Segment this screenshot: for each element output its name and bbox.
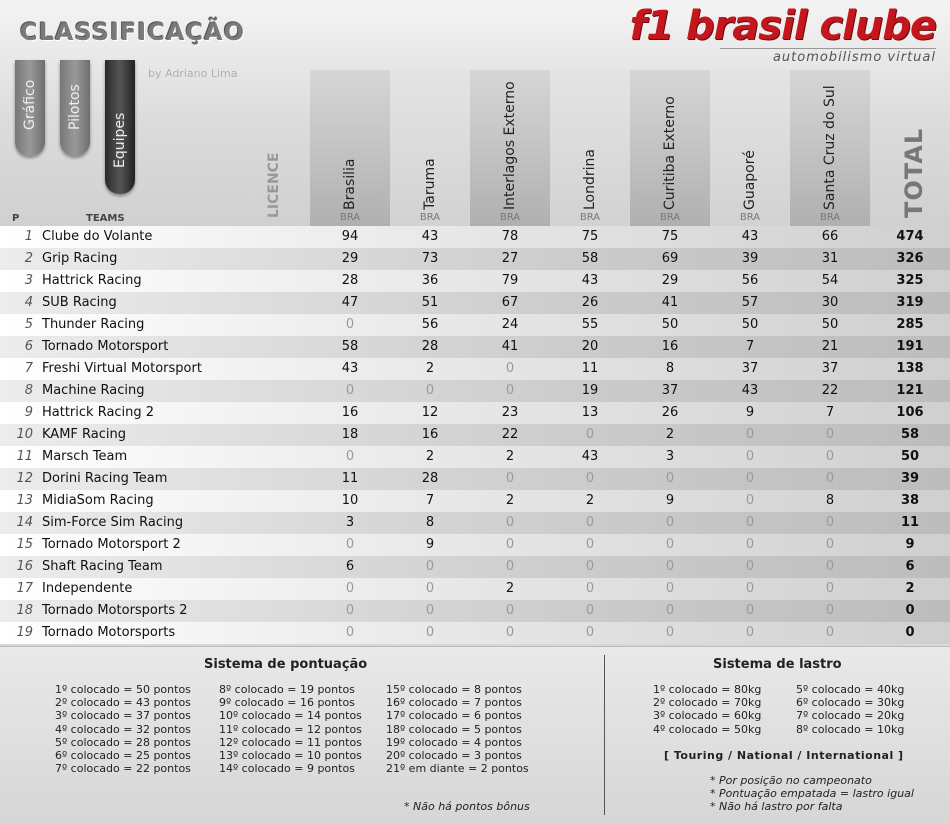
total-cell: 121 — [896, 383, 924, 398]
ballast-col-1 — [653, 683, 761, 736]
track-country-code: BRA — [579, 212, 601, 223]
points-cell: 79 — [501, 273, 519, 288]
points-cell: 0 — [505, 515, 515, 530]
points-cell: 0 — [425, 581, 435, 596]
scoring-col-1 — [55, 683, 191, 775]
table-row — [0, 534, 950, 556]
points-cell: 16 — [341, 405, 359, 420]
total-header: TOTAL — [900, 127, 928, 218]
total-cell: 6 — [905, 559, 915, 574]
team-name-cell: Shaft Racing Team — [42, 559, 163, 574]
points-cell: 6 — [345, 559, 355, 574]
rule-line: 19º colocado = 4 pontos — [386, 735, 522, 749]
points-cell: 50 — [741, 317, 759, 332]
rule-line: 6º colocado = 25 pontos — [55, 749, 191, 763]
position-header: P — [12, 213, 20, 224]
points-cell: 2 — [505, 449, 515, 464]
position-cell: 11 — [16, 449, 33, 464]
points-cell: 0 — [745, 515, 755, 530]
points-cell: 57 — [741, 295, 759, 310]
points-cell: 16 — [421, 427, 439, 442]
rule-line: 4º colocado = 32 pontos — [55, 722, 191, 736]
table-row — [0, 490, 950, 512]
points-cell: 0 — [425, 559, 435, 574]
table-row — [0, 358, 950, 380]
rule-line: 10º colocado = 14 pontos — [219, 709, 362, 723]
total-cell: 9 — [905, 537, 915, 552]
table-row — [0, 424, 950, 446]
scoring-col-2 — [219, 683, 362, 775]
points-cell: 67 — [501, 295, 519, 310]
points-cell: 26 — [661, 405, 679, 420]
points-cell: 56 — [741, 273, 759, 288]
points-cell: 0 — [345, 581, 355, 596]
page-title: CLASSIFICAÇÃO — [20, 18, 246, 46]
total-cell: 50 — [900, 449, 920, 464]
byline: by Adriano Lima — [148, 67, 238, 80]
total-cell: 325 — [896, 273, 924, 288]
points-cell: 0 — [585, 581, 595, 596]
points-cell: 0 — [825, 559, 835, 574]
scoring-note: * Não há pontos bônus — [404, 800, 530, 813]
position-cell: 8 — [24, 383, 33, 398]
tab-grafico-label: Gráfico — [22, 79, 38, 130]
points-cell: 2 — [665, 427, 675, 442]
points-cell: 0 — [425, 383, 435, 398]
points-cell: 31 — [821, 251, 839, 266]
points-cell: 0 — [745, 427, 755, 442]
position-cell: 16 — [16, 559, 33, 574]
points-cell: 0 — [825, 471, 835, 486]
total-cell: 58 — [900, 427, 920, 442]
points-cell: 7 — [425, 493, 435, 508]
points-cell: 27 — [501, 251, 519, 266]
team-name-cell: Freshi Virtual Motorsport — [42, 361, 202, 376]
track-name: Londrina — [582, 149, 598, 210]
position-cell: 10 — [16, 427, 33, 442]
points-cell: 0 — [505, 625, 515, 640]
points-cell: 29 — [661, 273, 679, 288]
table-row — [0, 578, 950, 600]
points-cell: 0 — [745, 493, 755, 508]
points-cell: 0 — [585, 515, 595, 530]
track-country-code: BRA — [419, 212, 441, 223]
rule-line: 5º colocado = 28 pontos — [55, 735, 191, 749]
table-row — [0, 292, 950, 314]
points-cell: 0 — [825, 581, 835, 596]
total-cell: 39 — [900, 471, 920, 486]
points-cell: 21 — [821, 339, 839, 354]
scoring-title: Sistema de pontuação — [204, 657, 368, 672]
team-name-cell: Sim-Force Sim Racing — [42, 515, 184, 530]
team-name-cell: Tornado Motorsport — [42, 339, 169, 354]
position-cell: 13 — [16, 493, 33, 508]
points-cell: 43 — [581, 273, 599, 288]
rule-line: 7º colocado = 22 pontos — [55, 762, 191, 776]
points-cell: 0 — [745, 471, 755, 486]
track-country-code: BRA — [659, 212, 681, 223]
ballast-categories: [ Touring / National / International ] — [664, 749, 904, 762]
points-cell: 28 — [421, 339, 439, 354]
table-row — [0, 556, 950, 578]
points-cell: 0 — [345, 449, 355, 464]
team-name-cell: Machine Racing — [42, 383, 145, 398]
points-cell: 18 — [341, 427, 359, 442]
rule-line: 15º colocado = 8 pontos — [386, 683, 522, 696]
points-cell: 0 — [345, 603, 355, 618]
points-cell: 36 — [421, 273, 439, 288]
team-name-cell: Dorini Racing Team — [42, 471, 168, 486]
points-cell: 7 — [825, 405, 835, 420]
points-cell: 47 — [341, 295, 359, 310]
total-cell: 106 — [896, 405, 924, 420]
points-cell: 0 — [665, 515, 675, 530]
table-row — [0, 446, 950, 468]
points-cell: 0 — [665, 625, 675, 640]
points-cell: 2 — [585, 493, 595, 508]
brand-subtitle: automobilismo virtual — [720, 48, 936, 65]
rule-line: 3º colocado = 60kg — [653, 709, 762, 723]
team-name-cell: Tornado Motorsport 2 — [42, 537, 181, 552]
team-name-cell: Clube do Volante — [42, 229, 153, 244]
points-cell: 0 — [585, 603, 595, 618]
points-cell: 43 — [341, 361, 359, 376]
rule-line: 17º colocado = 6 pontos — [386, 709, 522, 723]
points-cell: 39 — [741, 251, 759, 266]
points-cell: 28 — [341, 273, 359, 288]
rule-line: 8º colocado = 10kg — [796, 722, 905, 736]
track-name: Santa Cruz do Sul — [822, 85, 838, 210]
ballast-col-2 — [796, 683, 904, 736]
points-cell: 0 — [585, 471, 595, 486]
team-name-cell: Marsch Team — [42, 449, 128, 464]
rule-line: 1º colocado = 80kg — [653, 683, 762, 696]
points-cell: 69 — [661, 251, 679, 266]
points-cell: 11 — [341, 471, 359, 486]
points-cell: 8 — [665, 361, 675, 376]
rule-line: 20º colocado = 3 pontos — [386, 749, 522, 763]
team-name-cell: Grip Racing — [42, 251, 118, 266]
track-country-code: BRA — [739, 212, 761, 223]
rule-line: 11º colocado = 12 pontos — [219, 722, 362, 736]
position-cell: 18 — [16, 603, 33, 618]
points-cell: 0 — [345, 383, 355, 398]
track-name: Taruma — [422, 158, 438, 210]
rule-line: * Pontuação empatada = lastro igual — [710, 787, 914, 800]
ballast-title: Sistema de lastro — [713, 657, 842, 672]
points-cell: 94 — [341, 229, 359, 244]
rule-line: 18º colocado = 5 pontos — [386, 722, 522, 736]
points-cell: 26 — [581, 295, 599, 310]
points-cell: 0 — [745, 603, 755, 618]
points-cell: 8 — [425, 515, 435, 530]
points-cell: 0 — [825, 603, 835, 618]
track-country-code: BRA — [339, 212, 361, 223]
table-row — [0, 270, 950, 292]
points-cell: 0 — [505, 603, 515, 618]
points-cell: 0 — [825, 515, 835, 530]
table-row — [0, 468, 950, 490]
position-cell: 9 — [24, 405, 33, 420]
position-cell: 3 — [24, 273, 33, 288]
points-cell: 9 — [665, 493, 675, 508]
points-cell: 2 — [505, 581, 515, 596]
table-row — [0, 600, 950, 622]
points-cell: 19 — [581, 383, 599, 398]
points-cell: 56 — [421, 317, 439, 332]
points-cell: 0 — [665, 537, 675, 552]
table-row — [0, 622, 950, 644]
rule-line: 2º colocado = 70kg — [653, 696, 762, 710]
position-cell: 2 — [24, 251, 33, 266]
points-cell: 37 — [661, 383, 679, 398]
points-cell: 9 — [745, 405, 755, 420]
track-name: Brasilia — [342, 158, 358, 210]
points-cell: 0 — [665, 581, 675, 596]
team-name-cell: KAMF Racing — [42, 427, 126, 442]
team-name-cell: Tornado Motorsports — [42, 625, 176, 640]
total-cell: 0 — [905, 625, 915, 640]
rules-footer — [0, 646, 950, 824]
points-cell: 0 — [505, 537, 515, 552]
team-name-cell: Thunder Racing — [42, 317, 145, 332]
total-cell: 2 — [905, 581, 915, 596]
position-cell: 5 — [24, 317, 33, 332]
tab-pilotos[interactable] — [60, 60, 90, 156]
rule-line: 12º colocado = 11 pontos — [219, 735, 362, 749]
points-cell: 10 — [341, 493, 359, 508]
rule-line: 7º colocado = 20kg — [796, 709, 905, 723]
rule-line: * Não há lastro por falta — [710, 800, 843, 813]
points-cell: 7 — [745, 339, 755, 354]
points-cell: 0 — [825, 449, 835, 464]
points-cell: 13 — [581, 405, 599, 420]
points-cell: 22 — [501, 427, 519, 442]
points-cell: 0 — [745, 625, 755, 640]
points-cell: 43 — [741, 229, 759, 244]
rule-line: 5º colocado = 40kg — [796, 683, 905, 696]
tab-pilotos-label: Pilotos — [67, 84, 83, 130]
track-name: Curitiba Externo — [662, 96, 678, 210]
points-cell: 43 — [741, 383, 759, 398]
points-cell: 0 — [505, 471, 515, 486]
points-cell: 43 — [581, 449, 599, 464]
header-area — [0, 0, 950, 226]
table-row — [0, 380, 950, 402]
position-cell: 17 — [16, 581, 33, 596]
footer-divider — [604, 655, 605, 815]
points-cell: 0 — [745, 537, 755, 552]
points-cell: 73 — [421, 251, 439, 266]
table-row — [0, 512, 950, 534]
points-cell: 24 — [501, 317, 519, 332]
tab-equipes[interactable] — [105, 60, 135, 194]
total-cell: 11 — [900, 515, 920, 530]
points-cell: 75 — [661, 229, 679, 244]
team-name-cell: Hattrick Racing — [42, 273, 142, 288]
points-cell: 0 — [745, 449, 755, 464]
position-cell: 1 — [24, 229, 33, 244]
points-cell: 41 — [501, 339, 519, 354]
points-cell: 0 — [345, 317, 355, 332]
points-cell: 0 — [585, 427, 595, 442]
points-cell: 8 — [825, 493, 835, 508]
scoring-col-3 — [386, 683, 529, 775]
total-cell: 326 — [896, 251, 924, 266]
position-cell: 4 — [24, 295, 33, 310]
points-cell: 54 — [821, 273, 839, 288]
points-cell: 0 — [585, 537, 595, 552]
points-cell: 12 — [421, 405, 439, 420]
points-cell: 0 — [825, 625, 835, 640]
points-cell: 75 — [581, 229, 599, 244]
table-row — [0, 314, 950, 336]
brand-name: f1 brasil clube — [629, 3, 936, 49]
rule-line: 16º colocado = 7 pontos — [386, 696, 522, 710]
total-cell: 191 — [896, 339, 924, 354]
points-cell: 22 — [821, 383, 839, 398]
points-cell: 0 — [345, 537, 355, 552]
team-name-cell: Tornado Motorsports 2 — [42, 603, 188, 618]
points-cell: 3 — [345, 515, 355, 530]
points-cell: 16 — [661, 339, 679, 354]
position-cell: 15 — [16, 537, 33, 552]
track-country-code: BRA — [819, 212, 841, 223]
total-cell: 38 — [900, 493, 920, 508]
points-cell: 28 — [421, 471, 439, 486]
rule-line: 6º colocado = 30kg — [796, 696, 905, 710]
points-cell: 50 — [821, 317, 839, 332]
rule-line: 9º colocado = 16 pontos — [219, 696, 355, 710]
points-cell: 9 — [425, 537, 435, 552]
standings-table — [0, 226, 950, 644]
points-cell: 37 — [741, 361, 759, 376]
points-cell: 0 — [825, 537, 835, 552]
points-cell: 58 — [341, 339, 359, 354]
total-cell: 138 — [896, 361, 924, 376]
rule-line: 13º colocado = 10 pontos — [219, 749, 362, 763]
points-cell: 0 — [825, 427, 835, 442]
position-cell: 6 — [24, 339, 33, 354]
points-cell: 2 — [425, 361, 435, 376]
position-cell: 7 — [24, 361, 33, 376]
rule-line: 14º colocado = 9 pontos — [219, 762, 355, 776]
ballast-notes — [710, 774, 914, 813]
points-cell: 0 — [425, 625, 435, 640]
points-cell: 43 — [421, 229, 439, 244]
points-cell: 66 — [821, 229, 839, 244]
total-cell: 285 — [896, 317, 924, 332]
points-cell: 0 — [505, 361, 515, 376]
rule-line: * Por posição no campeonato — [710, 774, 872, 787]
points-cell: 78 — [501, 229, 519, 244]
tab-grafico[interactable] — [15, 60, 45, 156]
position-cell: 19 — [16, 625, 33, 640]
points-cell: 51 — [421, 295, 439, 310]
team-name-cell: MidiaSom Racing — [42, 493, 154, 508]
track-name: Interlagos Externo — [502, 81, 518, 210]
points-cell: 30 — [821, 295, 839, 310]
track-country-code: BRA — [499, 212, 521, 223]
team-name-cell: Hattrick Racing 2 — [42, 405, 155, 420]
points-cell: 0 — [425, 603, 435, 618]
rule-line: 4º colocado = 50kg — [653, 722, 762, 736]
points-cell: 20 — [581, 339, 599, 354]
table-row — [0, 226, 950, 248]
tab-equipes-label: Equipes — [112, 112, 128, 168]
points-cell: 37 — [821, 361, 839, 376]
points-cell: 0 — [585, 625, 595, 640]
points-cell: 0 — [665, 559, 675, 574]
rule-line: 8º colocado = 19 pontos — [219, 683, 355, 696]
points-cell: 23 — [501, 405, 519, 420]
points-cell: 58 — [581, 251, 599, 266]
total-cell: 319 — [896, 295, 924, 310]
points-cell: 0 — [665, 603, 675, 618]
points-cell: 29 — [341, 251, 359, 266]
rule-line: 21º em diante = 2 pontos — [386, 762, 529, 776]
points-cell: 2 — [425, 449, 435, 464]
rule-line: 3º colocado = 37 pontos — [55, 709, 191, 723]
table-row — [0, 248, 950, 270]
points-cell: 0 — [745, 581, 755, 596]
total-cell: 474 — [896, 229, 924, 244]
licence-header: LICENCE — [266, 152, 282, 218]
points-cell: 0 — [505, 559, 515, 574]
position-cell: 14 — [16, 515, 33, 530]
points-cell: 0 — [745, 559, 755, 574]
team-name-cell: SUB Racing — [42, 295, 117, 310]
points-cell: 0 — [505, 383, 515, 398]
table-row — [0, 402, 950, 424]
points-cell: 55 — [581, 317, 599, 332]
rule-line: 1º colocado = 50 pontos — [55, 683, 191, 696]
points-cell: 11 — [581, 361, 599, 376]
position-cell: 12 — [16, 471, 33, 486]
points-cell: 0 — [585, 559, 595, 574]
points-cell: 2 — [505, 493, 515, 508]
rule-line: 2º colocado = 43 pontos — [55, 696, 191, 710]
teams-header: TEAMS — [86, 213, 125, 224]
total-cell: 0 — [905, 603, 915, 618]
brand-logo — [630, 4, 936, 65]
table-row — [0, 336, 950, 358]
points-cell: 0 — [665, 471, 675, 486]
points-cell: 0 — [345, 625, 355, 640]
points-cell: 41 — [661, 295, 679, 310]
points-cell: 3 — [665, 449, 675, 464]
team-name-cell: Independente — [42, 581, 133, 596]
track-name: Guaporé — [742, 150, 758, 210]
points-cell: 50 — [661, 317, 679, 332]
